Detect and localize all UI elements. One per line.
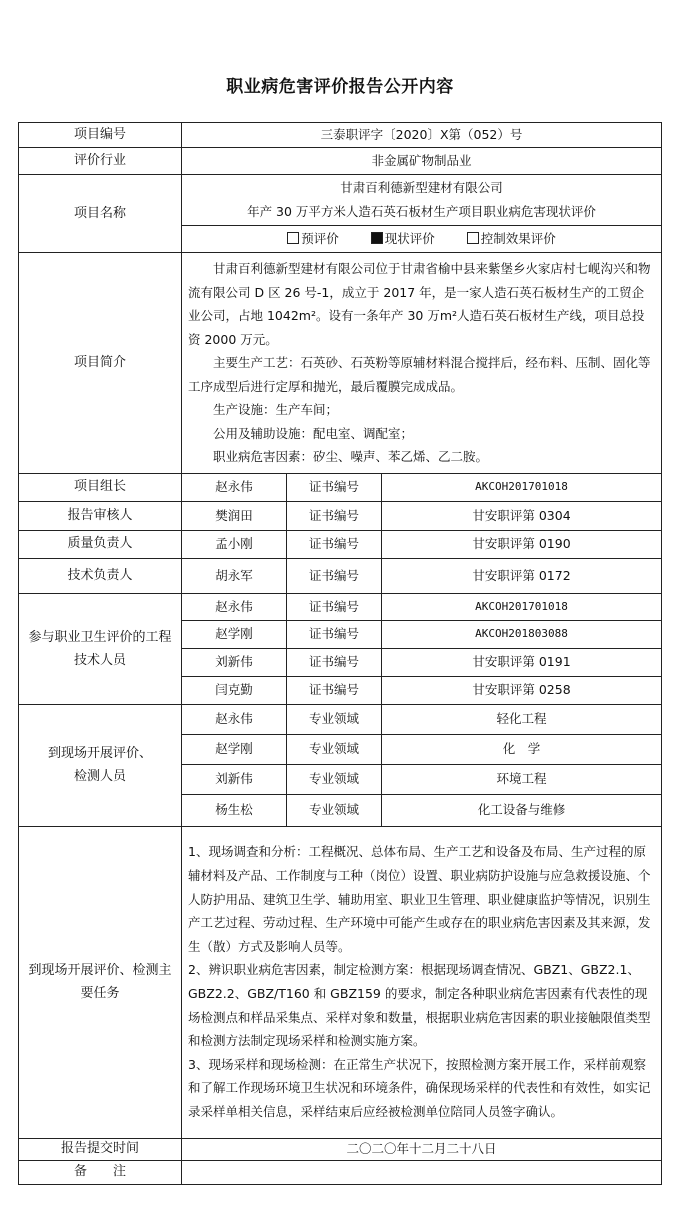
engineer-name: 刘新伟 bbox=[182, 648, 287, 676]
row-leader bbox=[19, 473, 662, 501]
row-engineer bbox=[19, 593, 662, 620]
cert-number: 甘安职评第 0304 bbox=[382, 501, 662, 530]
intro-paragraph: 生产设施：生产车间； bbox=[213, 402, 339, 417]
intro-paragraph: 公用及辅助设施：配电室、调配室； bbox=[213, 425, 414, 441]
cert-number: 甘安职评第 0172 bbox=[382, 558, 662, 593]
cert-number: AKCOH201701018 bbox=[382, 473, 662, 501]
eval-option-pre: 预评价 bbox=[287, 231, 339, 247]
task-item: 1、现场调查和分析：工程概况、总体布局、生产工艺和设备及布局、生产过程的原辅材料及产品、工作制度与工种（岗位）设置、职业病防护设施与应急救援设施、个人防护用品、建筑卫生学、辅助用室、职业卫生管理、职业健康监护等情况，识别生产工艺过程、劳动过程、生产环境中可能产生或存在的职业病危害因素及其来源，发生（散）方式及影响人员等。 bbox=[188, 844, 651, 954]
intro-paragraph: 甘肃百利德新型建材有限公司位于甘肃省榆中县来紫堡乡火家店村七岘沟兴和物流有限公司 D 区 26 号-1，成立于 2017 年，是一家人造石英石板材生产的工贸企业公司，占地 1042m²。设有一条年产 30 万m²人造石英石板材生产线，项目总投资 2000 万元。 bbox=[188, 261, 651, 347]
project-no-label: 项目编号 bbox=[19, 123, 182, 148]
staff-name: 杨生松 bbox=[182, 794, 287, 826]
row-project-name bbox=[19, 175, 662, 226]
row-quality bbox=[19, 530, 662, 558]
quality-name: 孟小刚 bbox=[182, 530, 287, 558]
leader-label: 项目组长 bbox=[19, 473, 182, 501]
project-name: 年产 30 万平方米人造石英石板材生产项目职业病危害现状评价 bbox=[247, 204, 596, 219]
intro-paragraph: 职业病危害因素：矽尘、噪声、苯乙烯、乙二胺。 bbox=[213, 449, 489, 464]
intro-paragraph: 主要生产工艺：石英砂、石英粉等原辅材料混合搅拌后，经布料、压制、固化等工序成型后进行定厚和抛光，最后覆膜完成成品。 bbox=[188, 355, 651, 394]
field-label: 专业领域 bbox=[287, 734, 382, 764]
page-title: 职业病危害评价报告公开内容 bbox=[226, 77, 454, 97]
checkbox-current-checked-icon bbox=[371, 232, 383, 244]
field-value: 轻化工程 bbox=[382, 704, 662, 734]
row-project-no bbox=[19, 123, 662, 148]
cert-label: 证书编号 bbox=[287, 473, 382, 501]
project-no-value: 三泰职评字〔2020〕X第（052）号 bbox=[182, 123, 662, 148]
field-label: 专业领域 bbox=[287, 794, 382, 826]
engineers-label: 参与职业卫生评价的工程技术人员 bbox=[19, 593, 182, 704]
cert-number: 甘安职评第 0190 bbox=[382, 530, 662, 558]
cert-number: 甘安职评第 0191 bbox=[382, 648, 662, 676]
field-value: 环境工程 bbox=[382, 764, 662, 794]
field-value: 化工设备与维修 bbox=[382, 794, 662, 826]
eval-option-current: 现状评价 bbox=[371, 231, 435, 247]
site-staff-label: 到现场开展评价、检测人员 bbox=[19, 704, 182, 826]
reviewer-label: 报告审核人 bbox=[19, 501, 182, 530]
cert-label: 证书编号 bbox=[287, 530, 382, 558]
remark-label: 备 注 bbox=[19, 1160, 182, 1184]
field-label: 专业领域 bbox=[287, 704, 382, 734]
cert-number: AKCOH201701018 bbox=[382, 593, 662, 620]
company-name: 甘肃百利德新型建材有限公司 bbox=[340, 180, 503, 195]
cert-label: 证书编号 bbox=[287, 676, 382, 704]
intro-content bbox=[182, 253, 662, 474]
row-industry bbox=[19, 148, 662, 175]
row-reviewer bbox=[19, 501, 662, 530]
staff-name: 刘新伟 bbox=[182, 764, 287, 794]
cert-number: AKCOH201803088 bbox=[382, 620, 662, 648]
checkbox-pre-icon bbox=[287, 232, 299, 244]
task-item: 2、辨识职业病危害因素，制定检测方案：根据现场调查情况、GBZ1、GBZ2.1、GBZ2.2、GBZ/T160 和 GBZ159 的要求，制定各种职业病危害因素有代表性的现场检测点和样品采集点、采样对象和数量，根据职业病危害因素的职业接触限值类型和检测方法制定现场采样和检测实施方案。 bbox=[188, 962, 651, 1049]
row-remark bbox=[19, 1160, 662, 1184]
row-site-staff bbox=[19, 704, 662, 734]
industry-label: 评价行业 bbox=[19, 148, 182, 175]
industry-value: 非金属矿物制品业 bbox=[182, 148, 662, 175]
staff-name: 赵永伟 bbox=[182, 704, 287, 734]
cert-label: 证书编号 bbox=[287, 620, 382, 648]
engineer-name: 赵永伟 bbox=[182, 593, 287, 620]
row-tasks bbox=[19, 826, 662, 1138]
cert-label: 证书编号 bbox=[287, 501, 382, 530]
cert-number: 甘安职评第 0258 bbox=[382, 676, 662, 704]
engineer-name: 闫克勤 bbox=[182, 676, 287, 704]
task-item: 3、现场采样和现场检测：在正常生产状况下，按照检测方案开展工作，采样前观察和了解工作现场环境卫生状况和环境条件，确保现场采样的代表性和有效性，如实记录采样单相关信息，采样结束后应经被检测单位陪同人员签字确认。 bbox=[188, 1056, 651, 1119]
checkbox-control-icon bbox=[467, 232, 479, 244]
project-name-label: 项目名称 bbox=[19, 175, 182, 253]
field-value: 化 学 bbox=[382, 734, 662, 764]
row-intro bbox=[19, 253, 662, 474]
engineer-name: 赵学刚 bbox=[182, 620, 287, 648]
tech-label: 技术负责人 bbox=[19, 558, 182, 593]
eval-type-options bbox=[182, 226, 662, 253]
row-submit bbox=[19, 1138, 662, 1160]
tasks-label: 到现场开展评价、检测主要任务 bbox=[19, 826, 182, 1138]
reviewer-name: 樊润田 bbox=[182, 501, 287, 530]
report-table bbox=[18, 122, 662, 1185]
tech-name: 胡永军 bbox=[182, 558, 287, 593]
remark-value bbox=[182, 1160, 662, 1184]
field-label: 专业领域 bbox=[287, 764, 382, 794]
cert-label: 证书编号 bbox=[287, 648, 382, 676]
project-name-cell bbox=[182, 175, 662, 226]
intro-label: 项目简介 bbox=[19, 253, 182, 474]
eval-option-control: 控制效果评价 bbox=[467, 231, 556, 247]
submit-label: 报告提交时间 bbox=[19, 1138, 182, 1160]
row-tech bbox=[19, 558, 662, 593]
tasks-content bbox=[182, 826, 662, 1138]
cert-label: 证书编号 bbox=[287, 558, 382, 593]
leader-name: 赵永伟 bbox=[182, 473, 287, 501]
quality-label: 质量负责人 bbox=[19, 530, 182, 558]
cert-label: 证书编号 bbox=[287, 593, 382, 620]
staff-name: 赵学刚 bbox=[182, 734, 287, 764]
submit-date: 二〇二〇年十二月二十八日 bbox=[182, 1138, 662, 1160]
